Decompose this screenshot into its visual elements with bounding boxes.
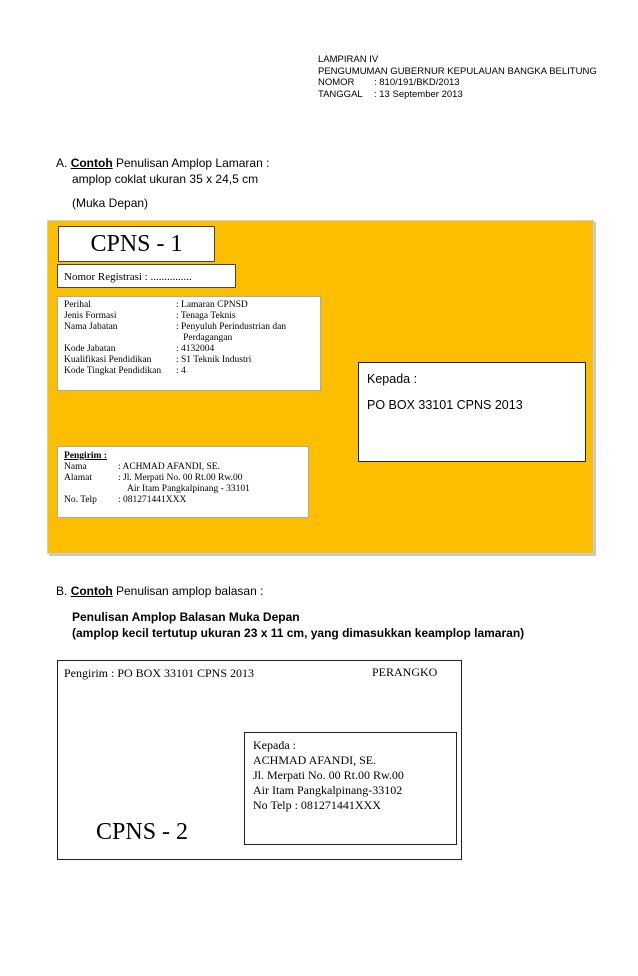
kepada-line: Air Itam Pangkalpinang-33102 <box>253 783 403 797</box>
pengirim-value: : Jl. Merpati No. 00 Rt.00 Rw.00 <box>118 473 243 483</box>
nomor-value: : 810/191/BKD/2013 <box>374 77 460 88</box>
pengirim-key: Alamat <box>64 473 92 483</box>
section-b-heading <box>56 583 524 641</box>
header-pengumuman: PENGUMUMAN GUBERNUR KEPULAUAN BANGKA BELITUNG <box>318 65 597 77</box>
kepada-line: No Telp : 081271441XXX <box>253 798 381 812</box>
nomor-label: NOMOR <box>318 77 355 88</box>
section-a-marker: A. <box>56 156 68 170</box>
section-b-title <box>56 583 524 599</box>
nomor-registrasi-box: Nomor Registrasi : ............... <box>57 264 236 288</box>
section-b-bold-line2: (amplop kecil tertutup ukuran 23 x 11 cm, yang dimasukkan keamplop lamaran) <box>72 626 525 640</box>
cpns-1-label: CPNS - 1 <box>58 226 215 262</box>
info-row <box>64 333 314 344</box>
pengirim-value: : ACHMAD AFANDI, SE. <box>118 462 220 472</box>
info-value: : Tenaga Teknis <box>176 311 236 321</box>
section-a-muka-depan: (Muka Depan) <box>72 196 149 210</box>
kepada-address: PO BOX 33101 CPNS 2013 <box>367 398 523 412</box>
tanggal-label: TANGGAL <box>318 88 363 100</box>
info-key: Kualifikasi Pendidikan <box>64 355 152 365</box>
info-value: : Penyuluh Perindustrian dan <box>176 322 287 332</box>
pengirim-row <box>64 473 302 484</box>
applicant-info-box <box>57 296 321 391</box>
pengirim-key <box>64 484 118 495</box>
pengirim-row <box>64 462 302 473</box>
section-a-title-rest: Penulisan Amplop Lamaran : <box>112 156 270 170</box>
info-key: Nama Jabatan <box>64 322 118 332</box>
info-value: : 4132004 <box>176 344 215 354</box>
pengirim-value: Air Itam Pangkalpinang - 33101 <box>118 484 250 494</box>
header-lampiran: LAMPIRAN IV <box>318 54 379 65</box>
pengirim-title: Pengirim : <box>64 451 108 461</box>
tanggal-value: : 13 September 2013 <box>374 88 463 100</box>
pengirim-box <box>57 446 309 518</box>
pengirim-row <box>64 495 302 506</box>
section-b-bold-line1: Penulisan Amplop Balasan Muka Depan <box>72 610 300 624</box>
info-row <box>64 300 314 311</box>
info-key: Perihal <box>64 300 91 310</box>
info-value: : Lamaran CPNSD <box>176 300 248 310</box>
info-value: : S1 Teknik Industri <box>176 355 252 365</box>
info-key: Jenis Formasi <box>64 311 117 321</box>
pengirim-row <box>64 484 302 495</box>
section-b-marker: B. <box>56 584 68 598</box>
info-row <box>64 344 314 355</box>
section-a-contoh: Contoh <box>70 156 113 170</box>
kepada-address-box <box>244 732 457 845</box>
kepada-line: Kepada : <box>253 738 296 752</box>
info-value: : 4 <box>176 366 186 376</box>
pengirim-po-box: Pengirim : PO BOX 33101 CPNS 2013 <box>64 666 255 680</box>
section-a-title <box>56 155 269 171</box>
info-row <box>64 311 314 322</box>
cpns-2-label: CPNS - 2 <box>96 819 189 845</box>
kepada-line: Jl. Merpati No. 00 Rt.00 Rw.00 <box>253 768 404 782</box>
document-header <box>318 54 597 100</box>
perangko-label: PERANGKO <box>372 665 438 679</box>
header-tanggal <box>318 89 597 101</box>
info-row <box>64 366 314 377</box>
info-key: Kode Tingkat Pendidikan <box>64 366 162 376</box>
kepada-line: ACHMAD AFANDI, SE. <box>253 753 377 767</box>
section-a-subtitle: amplop coklat ukuran 35 x 24,5 cm <box>72 172 259 186</box>
header-nomor <box>318 77 597 89</box>
section-a-heading <box>56 155 269 211</box>
pengirim-value: : 081271441XXX <box>118 495 187 505</box>
pengirim-key: No. Telp <box>64 495 97 505</box>
section-b-title-rest: Penulisan amplop balasan : <box>112 584 264 598</box>
info-value: Perdagangan <box>176 333 233 343</box>
info-row <box>64 322 314 333</box>
info-key <box>64 333 176 344</box>
kepada-box <box>358 362 586 462</box>
kepada-label: Kepada : <box>367 372 418 386</box>
pengirim-key: Nama <box>64 462 87 472</box>
info-key: Kode Jabatan <box>64 344 116 354</box>
info-row <box>64 355 314 366</box>
section-b-contoh: Contoh <box>70 584 113 598</box>
